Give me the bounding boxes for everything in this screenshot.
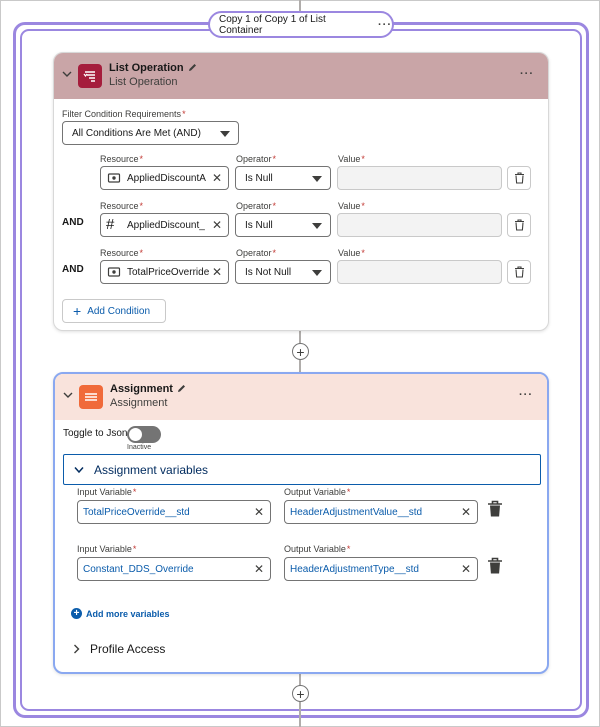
assignment-subtitle: Assignment — [110, 397, 168, 409]
value-input — [337, 260, 502, 284]
filter-label: Filter Condition Requirements* — [62, 109, 186, 119]
value-input — [337, 213, 502, 237]
list-container-title-pill[interactable] — [208, 11, 394, 38]
input-variable-field[interactable]: Constant_DDS_Override ✕ — [77, 557, 271, 581]
trash-icon — [514, 219, 525, 231]
chevron-down-icon — [74, 466, 84, 474]
list-operation-icon — [78, 64, 102, 88]
object-icon — [107, 265, 121, 279]
clear-icon[interactable]: ✕ — [460, 505, 471, 519]
trash-icon[interactable] — [487, 500, 503, 518]
operator-label: Operator* — [236, 154, 277, 164]
operator-select[interactable]: Is Null — [235, 213, 331, 237]
list-operation-header[interactable] — [54, 53, 548, 99]
and-label: AND — [62, 264, 84, 275]
resource-label: Resource* — [100, 248, 144, 258]
add-circle-icon: + — [71, 608, 82, 619]
more-actions-icon[interactable]: ··· — [519, 389, 533, 401]
chevron-right-icon — [73, 644, 80, 654]
delete-condition-button[interactable] — [507, 213, 531, 237]
filter-condition-select[interactable]: All Conditions Are Met (AND) — [62, 121, 239, 145]
resource-field[interactable]: # AppliedDiscount_ ✕ — [100, 213, 229, 237]
input-variable-label: Input Variable* — [77, 544, 137, 554]
resource-field[interactable]: AppliedDiscountA ✕ — [100, 166, 229, 190]
trash-icon — [514, 172, 525, 184]
operator-label: Operator* — [236, 201, 277, 211]
resource-field[interactable]: TotalPriceOverride ✕ — [100, 260, 229, 284]
toggle-knob — [129, 428, 142, 441]
more-actions-icon[interactable]: ··· — [520, 68, 534, 80]
value-label: Value* — [338, 248, 365, 258]
output-variable-field[interactable]: HeaderAdjustmentType__std ✕ — [284, 557, 478, 581]
assignment-title: Assignment — [110, 383, 186, 395]
assignment-header[interactable] — [55, 374, 547, 420]
object-icon — [107, 171, 121, 185]
resource-label: Resource* — [100, 201, 144, 211]
clear-icon[interactable]: ✕ — [211, 265, 222, 279]
add-step-button[interactable]: + — [292, 343, 309, 360]
trash-icon[interactable] — [487, 557, 503, 575]
trash-icon — [514, 266, 525, 278]
clear-icon[interactable]: ✕ — [253, 505, 264, 519]
delete-condition-button[interactable] — [507, 260, 531, 284]
chevron-down-icon[interactable] — [63, 390, 73, 400]
toggle-json-label: Toggle to Json — [63, 428, 128, 439]
assignment-variables-section[interactable]: Assignment variables — [63, 454, 541, 485]
add-step-button-bottom[interactable]: + — [292, 685, 309, 702]
input-variable-field[interactable]: TotalPriceOverride__std ✕ — [77, 500, 271, 524]
output-variable-label: Output Variable* — [284, 487, 351, 497]
edit-pencil-icon[interactable] — [177, 384, 186, 393]
chevron-down-icon[interactable] — [62, 69, 72, 79]
add-more-variables-button[interactable]: + Add more variables — [71, 608, 170, 619]
output-variable-label: Output Variable* — [284, 544, 351, 554]
clear-icon[interactable]: ✕ — [460, 562, 471, 576]
list-container-title: Copy 1 of Copy 1 of List Container — [219, 13, 326, 36]
container-more-actions-icon[interactable]: ··· — [378, 18, 392, 31]
value-label: Value* — [338, 201, 365, 211]
value-label: Value* — [338, 154, 365, 164]
list-operation-card[interactable] — [53, 52, 549, 331]
clear-icon[interactable]: ✕ — [211, 218, 222, 232]
profile-access-section[interactable]: Profile Access — [73, 642, 165, 656]
operator-select[interactable]: Is Null — [235, 166, 331, 190]
clear-icon[interactable]: ✕ — [211, 171, 222, 185]
resource-label: Resource* — [100, 154, 144, 164]
input-variable-label: Input Variable* — [77, 487, 137, 497]
operator-select[interactable]: Is Not Null — [235, 260, 331, 284]
add-condition-button[interactable]: + Add Condition — [62, 299, 166, 323]
and-label: AND — [62, 217, 84, 228]
toggle-state-label: Inactive — [127, 444, 152, 451]
output-variable-field[interactable]: HeaderAdjustmentValue__std ✕ — [284, 500, 478, 524]
delete-condition-button[interactable] — [507, 166, 531, 190]
clear-icon[interactable]: ✕ — [253, 562, 264, 576]
edit-pencil-icon[interactable] — [188, 63, 197, 72]
operator-label: Operator* — [236, 248, 277, 258]
plus-icon: + — [73, 303, 82, 319]
list-operation-subtitle: List Operation — [109, 76, 178, 88]
list-operation-title: List Operation — [109, 62, 197, 74]
assignment-card[interactable] — [53, 372, 549, 674]
value-input — [337, 166, 502, 190]
toggle-json-switch[interactable] — [127, 426, 161, 443]
assignment-icon — [79, 385, 103, 409]
number-icon: # — [106, 216, 115, 233]
